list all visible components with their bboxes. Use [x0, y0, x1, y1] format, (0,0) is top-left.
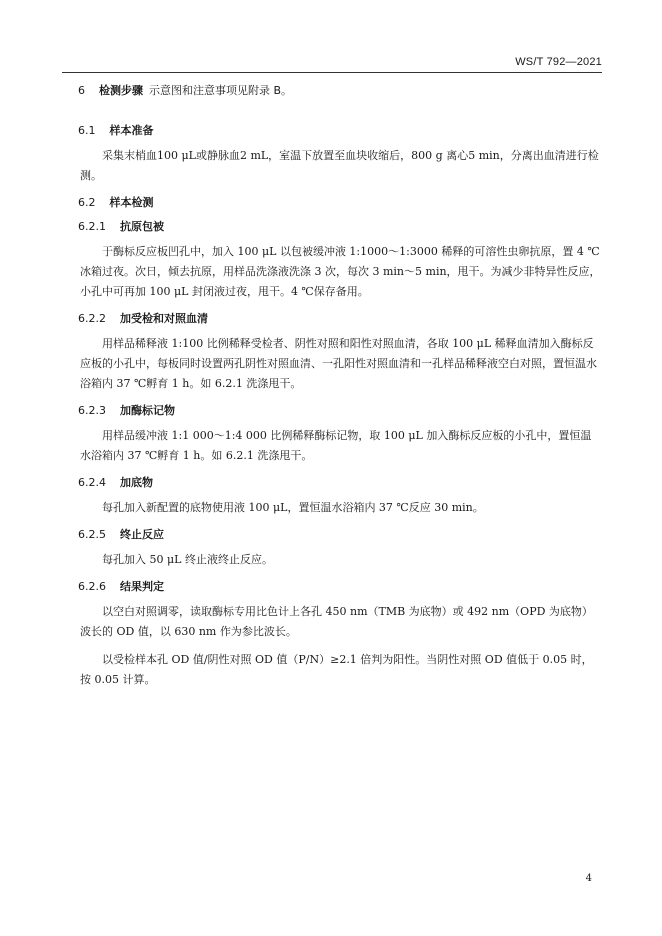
paragraph: 每孔加入新配置的底物使用液 100 μL，置恒温水浴箱内 37 ℃反应 30 min。 [102, 501, 484, 514]
section-6-2-heading [78, 194, 602, 210]
section-6-2-1-heading [78, 218, 602, 234]
section-6-heading [78, 82, 602, 98]
section-6-2-5-heading [78, 526, 602, 542]
header-rule [62, 72, 602, 73]
section-number: 6.2.2 [78, 312, 106, 325]
section-number: 6.2.3 [78, 404, 106, 417]
document-code: WS/T 792—2021 [515, 56, 602, 68]
section-number: 6 [78, 84, 85, 97]
section-title: 样本检测 [109, 196, 154, 209]
paragraph: 用样品稀释液 1:100 比例稀释受检者、阴性对照和阳性对照血清，各取 100 μL 稀释血清加入酶标反应板的小孔中，每板同时设置两孔阴性对照血清、一孔阳性对照血清和一孔样品稀释液空白对照，置恒温水浴箱内 37 ℃孵育 1 h。如 6.2.1 洗涤甩干。 [80, 337, 597, 390]
paragraph: 以空白对照调零，读取酶标专用比色计上各孔 450 nm（TMB 为底物）或 492 nm（OPD 为底物）波长的 OD 值，以 630 nm 作为参比波长。 [80, 605, 593, 638]
section-title: 检测步骤 [99, 84, 143, 97]
section-title: 抗原包被 [120, 220, 164, 233]
section-title: 终止反应 [120, 528, 164, 541]
section-number: 6.2.4 [78, 476, 106, 489]
section-6-2-4-heading [78, 474, 602, 490]
section-number: 6.2.6 [78, 580, 106, 593]
section-title: 加底物 [120, 476, 153, 489]
section-title: 加酶标记物 [120, 404, 175, 417]
section-note: 示意图和注意事项见附录 B。 [149, 84, 293, 97]
paragraph: 以受检样本孔 OD 值/阴性对照 OD 值（P/N）≥2.1 倍判为阳性。当阴性对照 OD 值低于 0.05 时，按 0.05 计算。 [80, 653, 593, 686]
section-title: 结果判定 [120, 580, 164, 593]
paragraph: 用样品缓冲液 1:1 000～1:4 000 比例稀释酶标记物，取 100 μL 加入酶标反应板的小孔中，置恒温水浴箱内 37 ℃孵育 1 h。如 6.2.1 洗涤甩干。 [80, 429, 592, 462]
paragraph: 每孔加入 50 μL 终止液终止反应。 [102, 553, 273, 566]
section-number: 6.2.5 [78, 528, 106, 541]
section-number: 6.2.1 [78, 220, 106, 233]
section-number: 6.1 [78, 124, 96, 137]
section-6-2-2-heading [78, 310, 602, 326]
section-title: 加受检和对照血清 [120, 312, 208, 325]
section-6-1-heading [78, 122, 602, 138]
section-title: 样本准备 [109, 124, 154, 137]
section-6-2-6-heading [78, 578, 602, 594]
paragraph: 采集末梢血100 μL或静脉血2 mL，室温下放置至血块收缩后，800 g 离心5 min，分离出血清进行检测。 [80, 149, 599, 182]
paragraph: 于酶标反应板凹孔中，加入 100 μL 以包被缓冲液 1:1000～1:3000 稀释的可溶性虫卵抗原，置 4 ℃冰箱过夜。次日，倾去抗原，用样品洗涤液洗涤 3 次，每次 3 min～5 min，甩干。为减少非特异性反应，小孔中可再加 100 μL 封闭液过夜，甩干。4 ℃保存备用。 [80, 245, 601, 298]
document-body [80, 82, 602, 690]
section-6-2-3-heading [78, 402, 602, 418]
section-number: 6.2 [78, 196, 96, 209]
page-number: 4 [585, 873, 592, 884]
